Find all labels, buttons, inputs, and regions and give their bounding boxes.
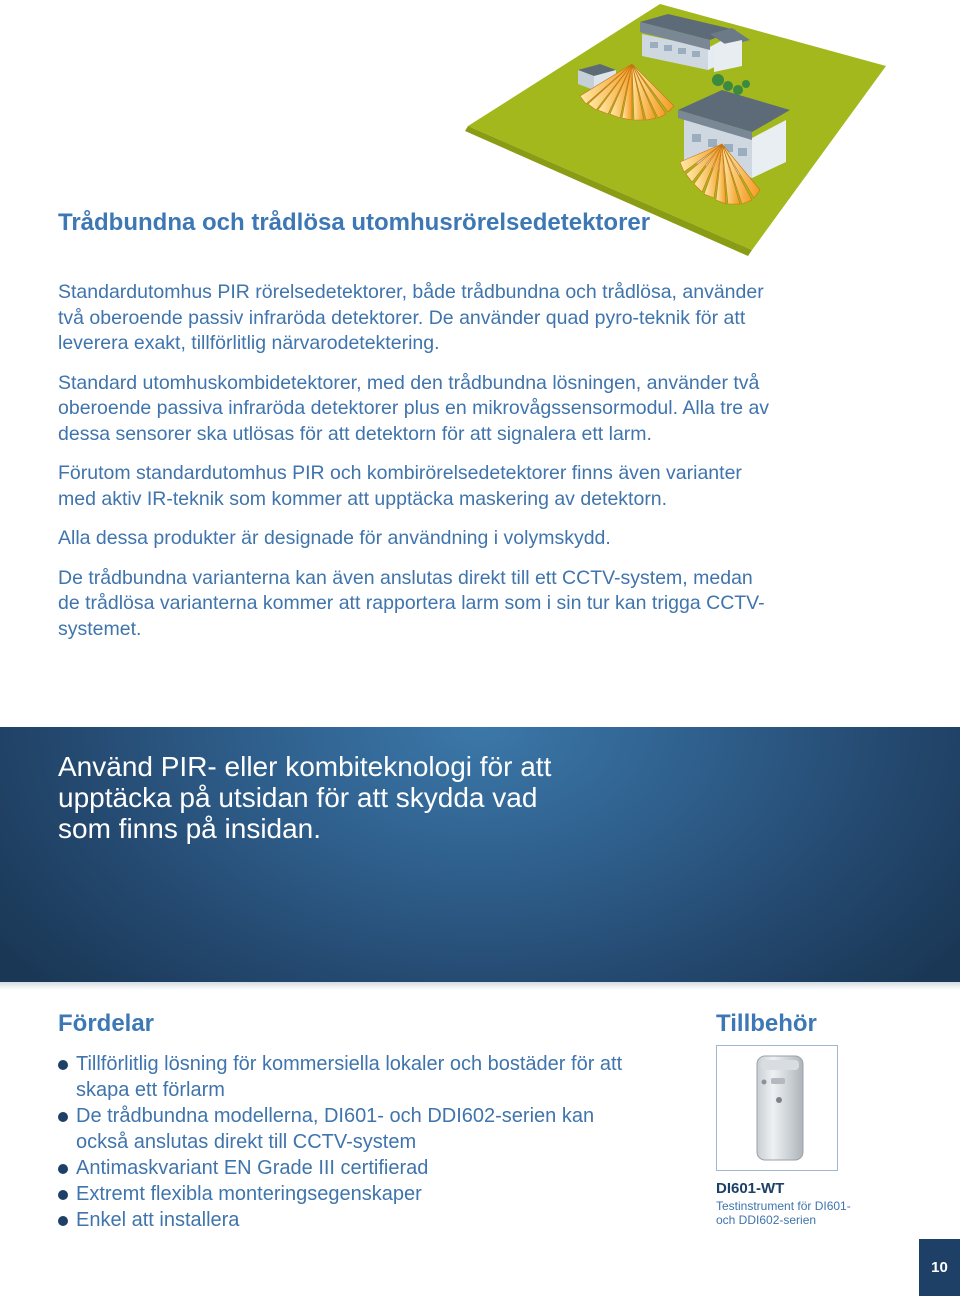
benefits-list [58, 1051, 638, 1233]
paragraph: Förutom standardutomhus PIR och kombirörelsedetektorer finns även varianter med aktiv IR-teknik som kommer att upptäcka maskering av detektorn. [58, 462, 742, 510]
list-item [58, 1207, 638, 1233]
benefit-text: Tillförlitlig lösning för kommersiella lokaler och bostäder för att skapa ett förlarm [76, 1053, 623, 1101]
list-item [58, 1181, 638, 1207]
benefits-title: Fördelar [58, 1010, 155, 1037]
benefit-text: Antimaskvariant EN Grade III certifierad [76, 1157, 429, 1179]
benefit-text: Enkel att installera [76, 1209, 240, 1231]
list-item [58, 1051, 638, 1103]
benefit-text: Extremt flexibla monteringsegenskaper [76, 1183, 422, 1205]
section-title: Trådbundna och trådlösa utomhusrörelsedetektorer [58, 209, 651, 236]
bullet-icon [58, 1216, 68, 1226]
accessories-title: Tillbehör [716, 1010, 817, 1037]
banner-shadow [0, 982, 960, 990]
bullet-icon [58, 1190, 68, 1200]
bullet-icon [58, 1060, 68, 1070]
paragraph: Standard utomhuskombidetektorer, med den trådbundna lösningen, använder två oberoende passiva infraröda detektorer plus en mikrovågssensormodul. Alla tre av dessa sensorer ska utlösas för att detektorn för att signalera ett larm. [58, 371, 770, 445]
test-instrument-icon [717, 1046, 837, 1170]
accessory-description: Testinstrument för DI601- och DDI602-serien [716, 1199, 851, 1227]
bullet-icon [58, 1164, 68, 1174]
body-text [58, 280, 778, 656]
paragraph: Standardutomhus PIR rörelsedetektorer, både trådbundna och trådlösa, använder två oberoende passiv infraröda detektorer. De använder quad pyro-teknik för att leverera exakt, tillförlitlig närvarodetektering. [58, 281, 764, 354]
paragraph: De trådbundna varianterna kan även anslutas direkt till ett CCTV-system, medan de trådlösa varianterna kommer att rapportera larm som i sin tur kan trigga CCTV-systemet. [58, 566, 765, 640]
list-item [58, 1103, 638, 1155]
paragraph: Alla dessa produkter är designade för användning i volymskydd. [58, 527, 611, 549]
accessory-image-frame [716, 1045, 838, 1171]
tagline-banner [0, 727, 960, 982]
bullet-icon [58, 1112, 68, 1122]
benefit-text: De trådbundna modellerna, DI601- och DDI602-serien kan också anslutas direkt till CCTV-system [76, 1105, 595, 1153]
list-item [58, 1155, 638, 1181]
banner-tagline: Använd PIR- eller kombiteknologi för att upptäcka på utsidan för att skydda vad som finns på insidan. [58, 751, 552, 844]
accessory-model: DI601-WT [716, 1180, 785, 1197]
page-number: 10 [919, 1239, 960, 1296]
